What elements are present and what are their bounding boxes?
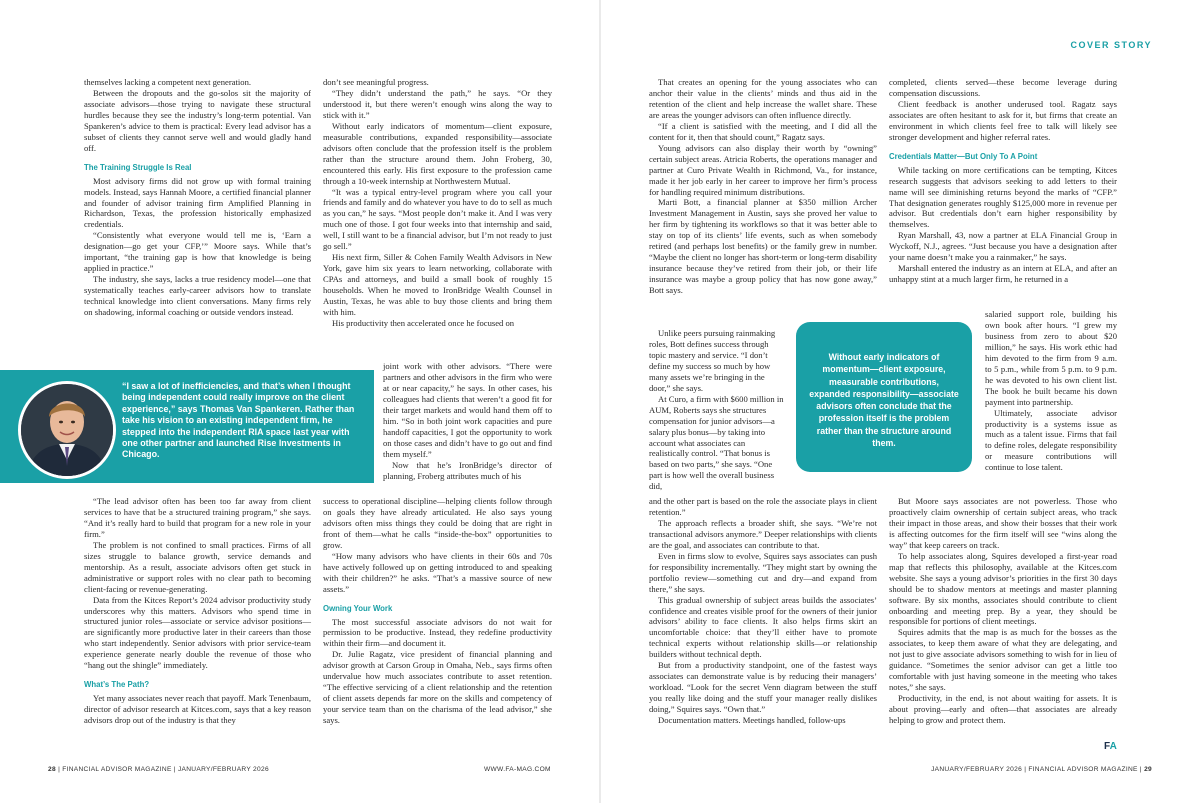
paragraph: But from a productivity standpoint, one of the fastest ways associates can demonstrate value is by reducing their managers’ workload. “Look for the secret Venn diagram between the stuff you really like doing and the stuff your manager really dislikes doing,” Squires says. “Own that.” [649, 660, 877, 715]
page-gutter [599, 0, 601, 803]
paragraph: Most advisory firms did not grow up with formal training models. Instead, says Hannah Moore, a certified financial planner and founder of advisor training firm Amplified Planning in Richardson, Texas, the profession historically emphasized credentials. [84, 175, 311, 230]
paragraph: completed, clients served—these become leverage during compensation discussions. [889, 77, 1117, 98]
right-column-4-wrap [985, 309, 1117, 473]
paragraph: salaried support role, building his own book after hours. “I grew my business from zero to about $20 million,” he says. His work ethic had him devoted to the firm from 9 a.m. to 5 p.m., while from 5 p.m. to 9 p.m. he was devoted to his own client list. The book he built became his down payment into partnership. [985, 309, 1117, 407]
paragraph: “It was a typical entry-level program where you call your friends and family and do whatever you have to do to sell as much as you can,” he says. “Most people don’t make it. And I was very much one of those. I got four weeks into that internship and said, well, I still want to be a financial advisor, but I’m not ready to just go sell.” [323, 186, 552, 252]
section-label: COVER STORY [1070, 40, 1152, 50]
right-column-3 [649, 77, 877, 296]
paragraph: “They didn’t understand the path,” he says. “Or they understood it, but there weren’t enough wins along the way to stick with it.” [323, 87, 552, 120]
left-column-2-lower [323, 496, 552, 726]
paragraph: joint work with other advisors. “There were partners and other advisors in the firm who were at or near capacity,” he says. In other cases, his colleagues had clients that weren’t a good fit for their target markets and would hand them off to him. “So in both joint work capacities and pure handoff capacities, I got the opportunity to work on those cases and didn’t have to go out and find them myself.” [383, 361, 552, 459]
paragraph: Unlike peers pursuing rainmaking roles, Bott defines success through topic mastery and service. “I don’t define my success so much by how many assets we’re bringing in the door,” she says. [649, 328, 776, 393]
left-footer: 28 | FINANCIAL ADVISOR MAGAZINE | JANUARY/FEBRUARY 2026 [48, 766, 269, 773]
paragraph: Ryan Marshall, 43, now a partner at ELA Financial Group in Wyckoff, N.J., agrees. “Just because you have a designation after your name doesn’t make you a rainmaker,” he says. [889, 230, 1117, 263]
footer-issue: JANUARY/FEBRUARY 2026 [931, 766, 1023, 773]
paragraph: At Curo, a firm with $600 million in AUM, Roberts says she structures compensation for junior advisors—a salary plus bonus—by taking into account what associates can realistically control. “That bonus is based on two parts,” she says. “One part is how well the overall business did, [649, 393, 784, 492]
subhead-credentials: Credentials Matter—But Only To A Point [889, 151, 1038, 161]
paragraph: Client feedback is another underused tool. Ragatz says associates are often hesitant to ask for it, but firms that create an environment in which clients feel free to talk will likely see stronger development and higher referral rates. [889, 98, 1117, 142]
paragraph: Now that he’s IronBridge’s director of planning, Froberg attributes much of his [383, 459, 552, 481]
subhead-owning: Owning Your Work [323, 603, 393, 613]
paragraph: While tacking on more certifications can be tempting, Kitces research suggests that advisors seeking to add letters to their name will see diminishing returns beyond the marks of “CFP.” That designation generates roughly $125,000 more in revenue per advisor. But credentials don’t earn higher responsibility by themselves. [889, 164, 1117, 230]
footer-magazine: FINANCIAL ADVISOR MAGAZINE [1028, 766, 1138, 773]
right-column-3-lower [649, 496, 877, 726]
paragraph: “How many advisors who have clients in their 60s and 70s have actively followed up on getting introduced to and speaking with their children?” he asks. “That’s a massive source of new assets.” [323, 550, 552, 594]
paragraph: “The lead advisor often has been too far away from client services to have that be a structured training program,” she says. “And it’s really hard to build that program for a new role in your firm.” [84, 496, 311, 539]
paragraph: “If a client is satisfied with the meeting, and I did all the content for it, then that should count,” Ragatz says. [649, 120, 877, 142]
paragraph: “Consistently what everyone would tell me is, ‘Earn a designation—go get your CFP,’” Moore says. While that’s important, “the training gap is how that knowledge is being applied in practice.” [84, 230, 311, 274]
page-number: 28 [48, 766, 56, 773]
paragraph: Squires admits that the map is as much for the bosses as the associates, to keep them aware of what they are delegating, and not just to give associate advisors something to wish for in lieu of guidance. “Sometimes the senior advisor can get a little too comfortable with just having someone in the meeting who takes notes,” she says. [889, 627, 1117, 693]
paragraph: His productivity then accelerated once he focused on [332, 317, 515, 328]
page-number: 29 [1144, 766, 1152, 773]
paragraph: The problem is not confined to small practices. Firms of all sizes struggle to balance growth, service demands and mentorship. As a result, associate advisors often get stuck in administrative or support roles with no clear path to becoming client-facing or revenue-generating. [84, 539, 311, 594]
paragraph: But Moore says associates are not powerless. Those who proactively claim ownership of certain subject areas, who track their impact in those areas, and show their bosses that their work is affecting outcomes for the firm itself will see “wins along the way” that keep careers on track. [889, 496, 1117, 550]
paragraph: don’t see meaningful progress. [323, 77, 429, 87]
paragraph: The industry, she says, lacks a true residency model—one that systematically teaches early-career advisors how to translate technical knowledge into client conversations. Many firms rely on shadowing, informal coaching or outside vendors instead. [84, 274, 311, 318]
paragraph: Data from the Kitces Report’s 2024 advisor productivity study underscores why this matters. Advisors who spend time in structured junior roles—associate or service advisor positions—are significantly more productive later in their careers than those who start independently. Senior advisors with prior service-team experience generate nearly double the revenue of those who “hang out the shingle” immediately. [84, 594, 311, 671]
right-footer: JANUARY/FEBRUARY 2026 | FINANCIAL ADVISOR MAGAZINE | 29 [931, 766, 1152, 773]
left-column-2 [323, 77, 552, 329]
paragraph: Young advisors can also display their worth by “owning” certain subject areas. Atricia Roberts, the operations manager and partner at Curo Private Wealth in Richmond, Va., for instance, made it her job early in her career to improve her firm’s process for handling required minimum distributions. [649, 142, 877, 197]
footer-magazine: FINANCIAL ADVISOR MAGAZINE [62, 766, 172, 773]
right-column-3-wrap [649, 328, 787, 492]
pull-quote: “I saw a lot of inefficiencies, and that’s when I thought being independent could really improve on the client experience,” says Thomas Van Spankeren. Rather than take his vision to an existing independent firm, he stepped into the independent RIA space last year with one other partner and launched Rise Investments in Chicago. [122, 381, 355, 460]
left-column-2-wrap [383, 361, 552, 481]
paragraph: Marti Bott, a financial planner at $350 million Archer Investment Management in Austin, says she proved her value to her firm by tightening its workflows so that it was better able to stay on top of its clients’ life events, such as when somebody retired (and perhaps lost benefits) or the family grew in number. “Maybe the client no longer has short-term or long-term disability insurance because they’ve retired from their job, or their life insurance was maybe a group policy that has now gone away,” Bott says. [649, 197, 877, 296]
paragraph: Dr. Julie Ragatz, vice president of financial planning and advisor growth at Carson Group in Omaha, Neb., says firms often undervalue how much associates contribute to asset retention. “The effective servicing of a client relationship and the retention of client assets depends far more on the skills and competency of your service team than on the charisma of the lead advisor,” she says. [323, 649, 552, 726]
paragraph: themselves lacking a competent next generation. [84, 77, 252, 87]
paragraph: His next firm, Siller & Cohen Family Wealth Advisors in New York, gave him six years to learn networking, collaborate with CPAs and attorneys, and build a small book of roughly 15 households. When he moved to IronBridge Wealth Counsel in Austin, Texas, he was able to buy those clients and bring them with him. [323, 252, 552, 318]
paragraph: Even in firms slow to evolve, Squires says associates can push for responsibility incrementally. “They might start by owning the portfolio review—something cut and dry—and expand from there,” she says. [649, 550, 877, 594]
paragraph: This gradual ownership of subject areas builds the associates’ confidence and creates visible proof for the owners of their junior advisors’ ability to face clients. It also helps firms skirt an uncomfortable choice: that they’ll either have to promote technical experts without relationship skills—or relationship builders without technical depth. [649, 594, 877, 660]
paragraph: Without early indicators of momentum—client exposure, measurable contributions, expanded responsibility—associate advisors often conclude that the profession itself is the problem rather than the structure around them. John Froberg, 30, encountered this early. His first exposure to the profession came through a 10-week internship at Northwestern Mutual. [323, 120, 552, 186]
fa-logo-icon: FA [1104, 741, 1117, 752]
left-column-1-lower [84, 496, 311, 726]
paragraph: The most successful associate advisors do not wait for permission to be productive. Instead, they redefine productivity within their firm—and document it. [323, 616, 552, 649]
paragraph: Marshall entered the industry as an intern at ELA, and after an unhappy stint at a much larger firm, he returned in a [889, 263, 1117, 285]
paragraph: To help associates along, Squires developed a first-year road map that reflects this philosophy, available at the Kitces.com website. She says a young advisor’s priorities in the first 30 days should be to shadow mentors at meetings and master planning software. By six months, associates should contribute to client onboarding and meeting prep. By a year, they should be responsible for portions of client meetings. [889, 550, 1117, 627]
paragraph: success to operational discipline—helping clients follow through on goals they have already articulated. He also says young advisors often miss things they could be doing that are right in front of them—what he calls “inside-the-box” opportunities to grow. [323, 496, 552, 550]
callout-text: Without early indicators of momentum—client exposure, measurable contributions, expanded responsibility—associate advisors often conclude that the profession itself is the problem rather than the structure around them. [809, 352, 959, 449]
portrait-photo [18, 381, 116, 479]
paragraph: and the other part is based on the role the associate plays in client retention.” [649, 496, 877, 517]
subhead-path: What’s The Path? [84, 680, 150, 690]
footer-issue: JANUARY/FEBRUARY 2026 [177, 766, 269, 773]
paragraph: Productivity, in the end, is not about waiting for assets. It is about proving—early and often—that associates are already helping to grow and protect them. [889, 693, 1117, 726]
paragraph: That creates an opening for the young associates who can anchor their value in the clients’ minds and thus aid in the retention of the client and help increase the wallet share. These are areas the younger advisors can often influence directly. [649, 77, 877, 120]
paragraph: Ultimately, associate advisor productivity is a systems issue as much as a talent issue. Firms that fail to define roles, delegate responsibility or measure contributions will continue to lose talent. [985, 407, 1117, 473]
paragraph: Yet many associates never reach that payoff. Mark Tenenbaum, director of advisor research at Kitces.com, says that a key reason advisors drop out of the industry is that they [84, 693, 311, 726]
right-column-4-lower [889, 496, 1117, 726]
subhead-training: The Training Struggle Is Real [84, 162, 192, 172]
right-column-4 [889, 77, 1117, 285]
paragraph: Between the dropouts and the go-solos sit the majority of associate advisors—those trying to navigate these structural hurdles because they see the industry’s long-term potential. Van Spankeren’s advice to them is practical: Every lead advisor has a subset of clients they cannot serve well and would gladly hand off. [84, 87, 311, 153]
footer-url: WWW.FA-MAG.COM [484, 766, 551, 773]
paragraph: The approach reflects a broader shift, she says. “We’re not transactional advisors anymore.” Deeper relationships with clients are the goal, and associates can contribute to that. [649, 517, 877, 550]
left-column-1 [84, 77, 311, 318]
paragraph: Documentation matters. Meetings handled, follow-ups [658, 715, 846, 726]
